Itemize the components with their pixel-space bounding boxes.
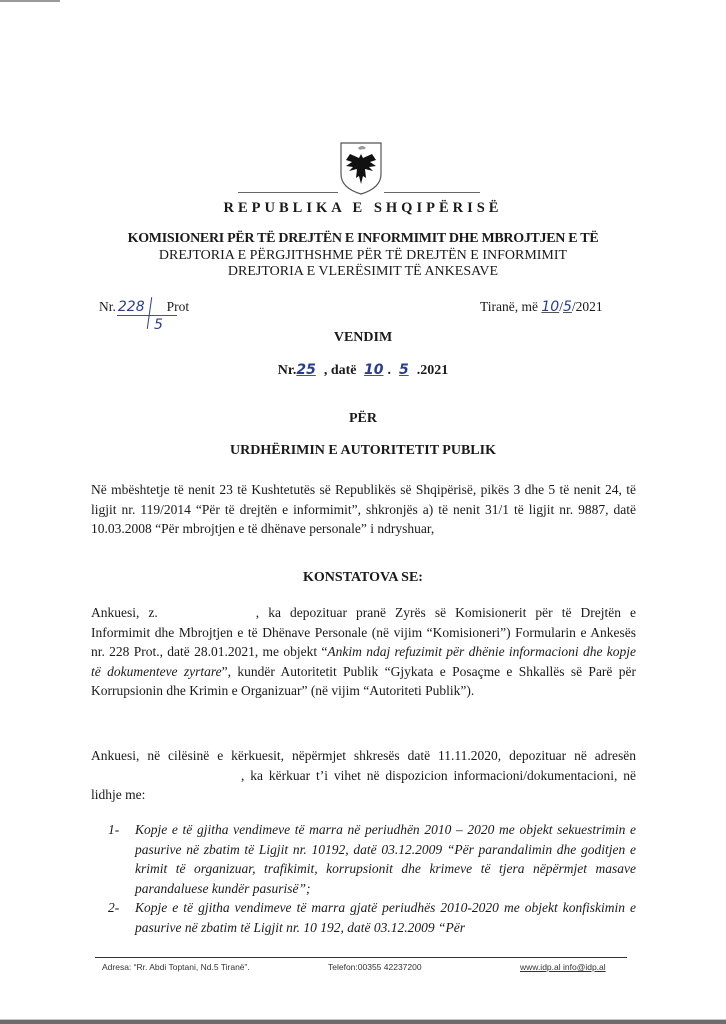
albanian-emblem-icon xyxy=(338,140,384,196)
request-paragraph: Ankuesi, në cilësinë e kërkuesit, nëpërmjet shkresës datë 11.11.2020, depozituar në adresën, ka kërkuar t’i vihet në dispozicion informacioni/dokumentacioni, në lidhje me: xyxy=(91,748,636,802)
decision-handwritten-month: 5 xyxy=(398,362,409,378)
place-date: Tiranë, më 10/5/2021 xyxy=(480,299,603,315)
decision-number: Nr.25 , datë 10 . 5 .2021 xyxy=(277,362,449,378)
handwritten-day: 10 xyxy=(541,299,560,315)
footer-rule xyxy=(95,957,627,958)
country-title: REPUBLIKA E SHQIPËRISË xyxy=(223,200,503,216)
footer-web-link[interactable]: www.idp.al info@idp.al xyxy=(520,962,606,972)
directorate: DREJTORIA E VLERËSIMIT TË ANKESAVE xyxy=(227,264,499,279)
footer-phone: Telefon:00355 42237200 xyxy=(328,962,422,972)
complaint-paragraph: Ankuesi, z. , ka depozituar pranë Zyrës së Komisionerit për të Drejtën e Informimit dhe Mbrojtjen e të Dhënave Personale (në vijim “Komisioneri”) Formularin e Ankesës nr. 228 Prot., datë 28.01.2021, me objekt “Ankim ndaj refuzimit për dhënie informacioni dhe kopje të dokumenteve zyrtare”, kundër Autoritetit Publik “Gjykata e Posaçme e Shkallës së Parë për Korrupsionin dhe Krimin e Organizuar” (në vijim “Autoriteti Publik”). xyxy=(91,605,637,698)
decision-title: VENDIM xyxy=(333,330,393,345)
protocol-handwritten-number: 228 xyxy=(117,299,145,315)
directorate-general: DREJTORIA E PËRGJITHSHME PËR TË DREJTËN E INFORMIMIT xyxy=(158,248,568,263)
decision-handwritten-number: 25 xyxy=(296,362,316,378)
scan-edge-band xyxy=(0,1020,726,1024)
footer-address: Adresa: “Rr. Abdi Toptani, Nd.5 Tiranë”. xyxy=(102,962,250,972)
scan-edge-mark xyxy=(0,0,60,2)
list-item: 2- Kopje e të gjitha vendimeve të marra gjatë periudhës 2010-2020 me objekt konfiskimin e pasurive në zbatim të Ligjit nr. 10 192, datë 03.12.2009 “Për xyxy=(108,900,636,935)
list-item: 1- Kopje e të gjitha vendimeve të marra në periudhën 2010 – 2020 me objekt sekuestrimin e pasurive në zbatim të Ligjit nr. 10192, datë 03.12.2009 “Për parandalimin dhe goditjen e krimit të organizuar, trafikimit, korrupsionit dhe krimeve të tjera nëpërmjet masave parandaluese kundër pasurisë”; xyxy=(108,822,636,896)
findings-heading: KONSTATOVA SE: xyxy=(303,570,423,585)
header-rule-right xyxy=(384,192,480,193)
header-rule-left xyxy=(238,192,338,193)
per-heading: PËR xyxy=(349,411,377,426)
legal-basis-paragraph: Në mbështetje të nenit 23 të Kushtetutës së Republikës së Shqipërisë, pikës 3 dhe 5 të nenit 24, të ligjit nr. 119/2014 “Për të drejtën e informimit”, shkronjës a) të nenit 31/1 të ligjit nr. 9887, datë 10.03.2008 “Për mbrojtjen e të dhënave personale” i ndryshuar, xyxy=(91,482,636,536)
handwritten-month: 5 xyxy=(562,299,572,315)
requested-items-list xyxy=(108,820,636,937)
protocol-underline xyxy=(117,315,177,316)
institution-title: KOMISIONERI PËR TË DREJTËN E INFORMIMIT DHE MBROJTJEN E TË xyxy=(127,231,599,246)
decision-handwritten-day: 10 xyxy=(363,362,384,378)
protocol-number: Nr. 228 Prot xyxy=(99,299,190,315)
decision-subject: URDHËRIMIN E AUTORITETIT PUBLIK xyxy=(230,443,496,458)
protocol-sub-number: 5 xyxy=(154,317,163,333)
